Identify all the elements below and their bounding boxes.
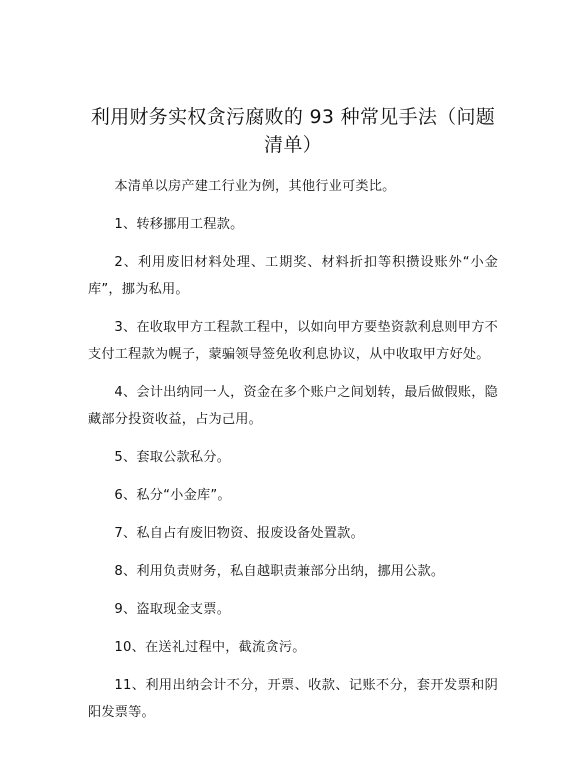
list-item: 3、在收取甲方工程款工程中，以如向甲方要垫资款利息则甲方不支付工程款为幌子，蒙骗领导签免收利息协议，从中收取甲方好处。	[88, 320, 498, 362]
list-item: 10、在送礼过程中，截流贪污。	[114, 640, 306, 655]
list-item: 5、套取公款私分。	[114, 450, 231, 465]
list-item: 4、会计出纳同一人，资金在多个账户之间划转，最后做假账，隐藏部分投资收益，占为己用。	[88, 385, 498, 427]
list-item: 1、转移挪用工程款。	[114, 217, 244, 232]
document-title: 利用财务实权贪污腐败的 93 种常见手法（问题清单）	[90, 106, 496, 156]
list-item: 9、盗取现金支票。	[114, 602, 231, 617]
list-item: 11、利用出纳会计不分，开票、收款、记账不分，套开发票和阴阳发票等。	[88, 678, 498, 720]
list-item: 6、私分“小金库”。	[114, 488, 231, 503]
intro-paragraph: 本清单以房产建工行业为例，其他行业可类比。	[114, 179, 396, 194]
list-item: 8、利用负责财务，私自越职责兼部分出纳，挪用公款。	[114, 564, 445, 579]
list-item: 2、利用废旧材料处理、工期奖、材料折扣等积攒设账外“小金库”，挪为私用。	[88, 255, 498, 297]
list-item: 7、私自占有废旧物资、报废设备处置款。	[114, 526, 364, 541]
